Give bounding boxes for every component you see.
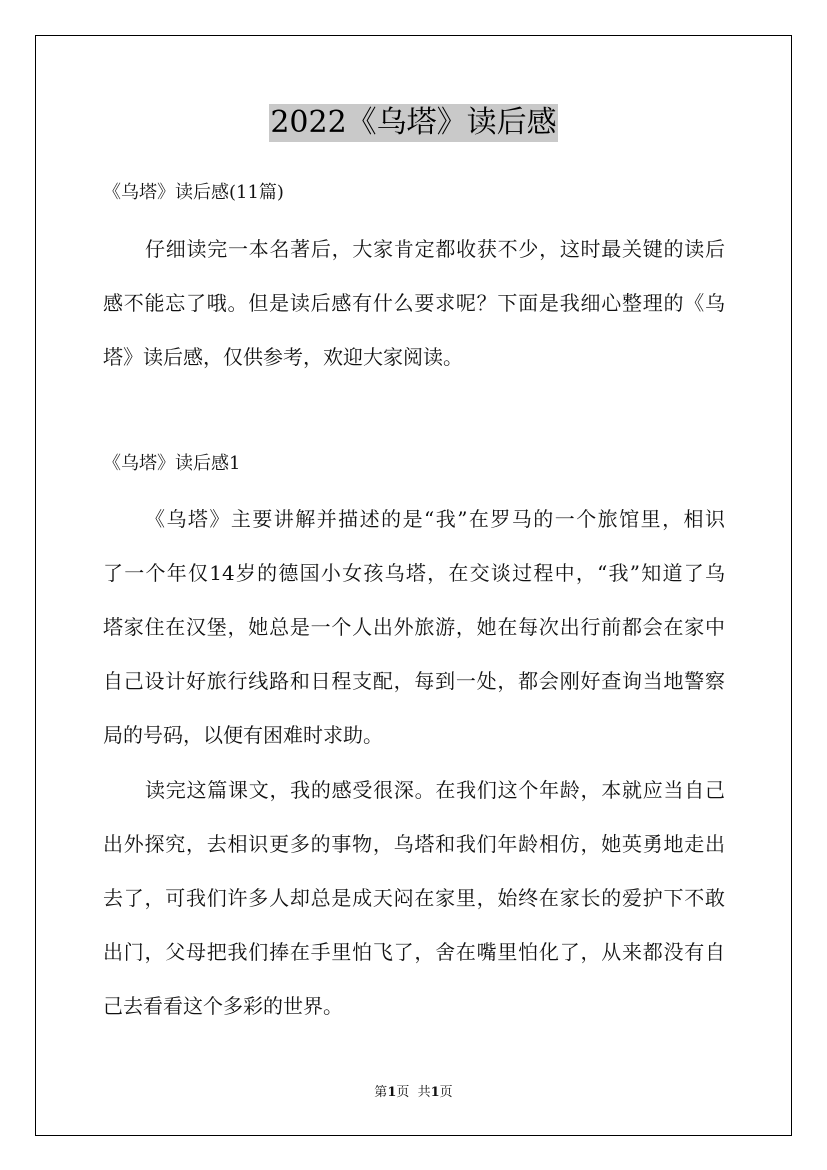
paragraph-line: 自己设计好旅行线路和日程支配，每到一处，都会刚好查询当地警察 xyxy=(103,669,725,693)
body-paragraph xyxy=(103,492,725,762)
footer-total-pages: 1 xyxy=(430,1085,440,1100)
paragraph-line: 去了，可我们许多人却总是成天闷在家里，始终在家长的爱护下不敢 xyxy=(103,886,725,910)
paragraph-line: 塔》读后感，仅供参考，欢迎大家阅读。 xyxy=(103,345,463,369)
paragraph-line: 局的号码，以便有困难时求助。 xyxy=(103,723,383,747)
paragraph-line: 了一个年仅14岁的德国小女孩乌塔，在交谈过程中，“我”知道了乌 xyxy=(103,561,725,585)
document-subtitle: 《乌塔》读后感(11篇) xyxy=(103,182,284,203)
footer-middle: 页 共 xyxy=(396,1085,431,1100)
paragraph-line: 感不能忘了哦。但是读后感有什么要求呢？下面是我细心整理的《乌 xyxy=(103,291,725,315)
body-paragraph xyxy=(103,763,725,1033)
paragraph-line: 《乌塔》主要讲解并描述的是“我”在罗马的一个旅馆里，相识 xyxy=(145,507,725,531)
footer-suffix: 页 xyxy=(439,1085,453,1100)
footer-prefix: 第 xyxy=(374,1085,388,1100)
title-container xyxy=(0,104,827,142)
intro-paragraph xyxy=(103,222,725,384)
section-heading: 《乌塔》读后感1 xyxy=(103,453,241,474)
footer-page-number: 1 xyxy=(387,1085,397,1100)
paragraph-line: 己去看看这个多彩的世界。 xyxy=(103,994,343,1018)
document-title: 2022《乌塔》读后感 xyxy=(270,105,557,140)
paragraph-line: 出外探究，去相识更多的事物，乌塔和我们年龄相仿，她英勇地走出 xyxy=(103,832,725,856)
paragraph-line: 出门，父母把我们捧在手里怕飞了，舍在嘴里怕化了，从来都没有自 xyxy=(103,940,725,964)
paragraph-line: 读完这篇课文，我的感受很深。在我们这个年龄，本就应当自己 xyxy=(145,778,725,802)
page-footer xyxy=(0,1084,827,1102)
paragraph-line: 仔细读完一本名著后，大家肯定都收获不少，这时最关键的读后 xyxy=(145,237,725,261)
paragraph-line: 塔家住在汉堡，她总是一个人出外旅游，她在每次出行前都会在家中 xyxy=(103,615,725,639)
